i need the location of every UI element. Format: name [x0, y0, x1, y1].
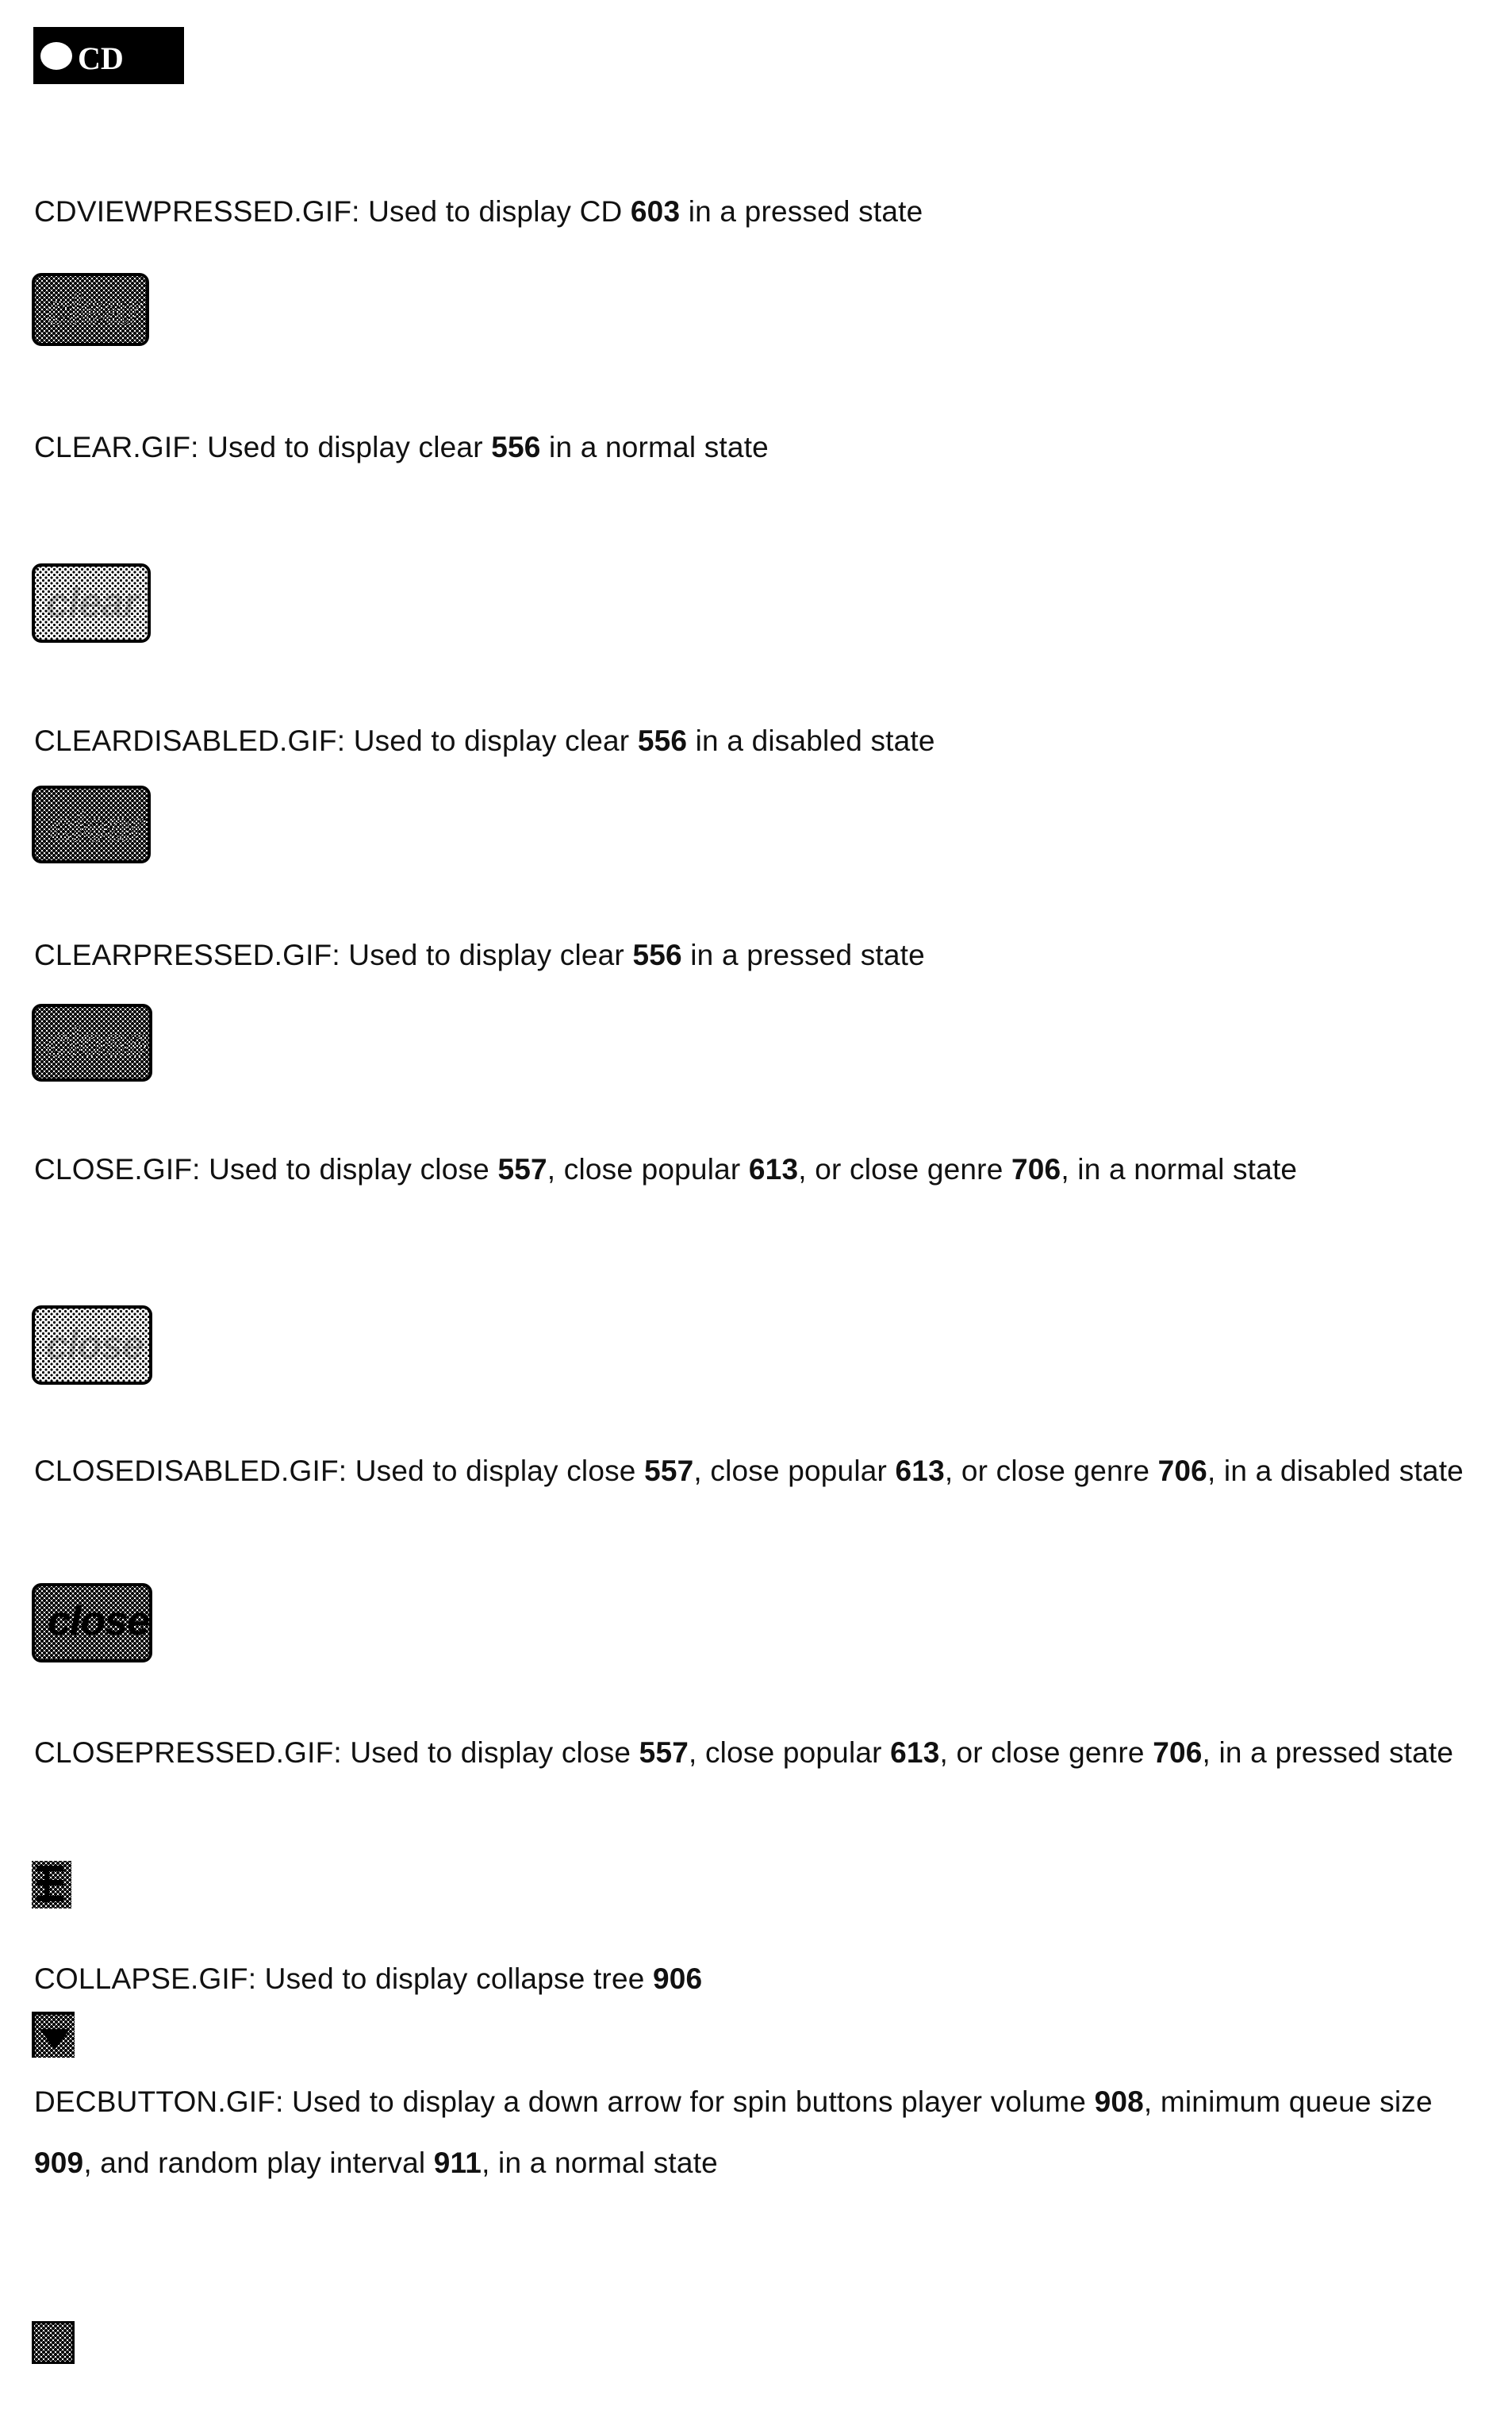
caption-text-run: in a disabled state — [687, 725, 935, 757]
caption-clear — [34, 417, 1478, 478]
reference-numeral: 706 — [1153, 1736, 1203, 1769]
reference-numeral: 909 — [34, 2147, 84, 2179]
reference-numeral: 556 — [632, 939, 682, 971]
reference-numeral: 557 — [644, 1455, 694, 1487]
clear-button-normal-icon[interactable] — [32, 273, 149, 346]
caption-text-run: , close popular — [689, 1736, 891, 1769]
reference-numeral: 706 — [1011, 1153, 1061, 1186]
caption-text-run: , in a disabled state — [1207, 1455, 1464, 1487]
reference-numeral: 911 — [433, 2147, 482, 2179]
caption-text-run: CLEARDISABLED.GIF: Used to display clear — [34, 725, 638, 757]
reference-numeral: 613 — [890, 1736, 940, 1769]
clear-button-label: clear — [49, 803, 146, 851]
caption-text-run: in a normal state — [540, 431, 769, 463]
reference-numeral: 556 — [637, 725, 688, 757]
cd-text-glyph: CD — [78, 40, 124, 76]
caption-text-run: , in a normal state — [482, 2147, 718, 2179]
caption-text-run: CLOSEPRESSED.GIF: Used to display close — [34, 1736, 639, 1769]
caption-decbutton — [34, 2071, 1478, 2193]
tree-branch-line — [36, 1896, 63, 1901]
caption-text-run: , minimum queue size — [1143, 2085, 1433, 2118]
reference-numeral: 906 — [652, 1962, 703, 1995]
tree-branch-line — [36, 1880, 63, 1885]
collapse-tree-icon[interactable] — [32, 1861, 71, 1908]
caption-text-run: , in a pressed state — [1202, 1736, 1454, 1769]
close-button-normal-icon[interactable] — [32, 1004, 152, 1082]
caption-text-run: CLOSEDISABLED.GIF: Used to display close — [34, 1455, 645, 1487]
entry-clearpressed — [34, 924, 1478, 986]
entry-decbutton — [34, 2071, 1478, 2193]
entry-cdviewpressed — [34, 181, 1478, 242]
decrement-down-arrow-icon[interactable] — [32, 2012, 75, 2058]
close-button-label: close — [48, 1598, 149, 1644]
caption-text-run: , or close genre — [944, 1455, 1158, 1487]
caption-text-run: , in a normal state — [1061, 1153, 1298, 1186]
reference-numeral: 908 — [1094, 2085, 1144, 2118]
entry-clear — [34, 417, 1478, 478]
reference-numeral: 557 — [639, 1736, 689, 1769]
entry-close — [34, 1139, 1478, 1200]
entry-closepressed — [34, 1722, 1478, 1783]
clear-button-pressed-icon[interactable] — [32, 786, 151, 863]
reference-numeral: 556 — [491, 431, 541, 463]
clear-button-disabled-icon[interactable] — [32, 563, 151, 643]
cd-disc-shape — [43, 44, 70, 67]
caption-collapse — [34, 1948, 1478, 2009]
tree-branch-line — [36, 1866, 63, 1871]
caption-text-run: in a pressed state — [680, 195, 923, 228]
caption-closedisabled — [34, 1440, 1478, 1501]
caption-clearpressed — [34, 924, 1478, 986]
clear-button-label: clear — [46, 286, 143, 333]
close-button-disabled-icon[interactable] — [32, 1305, 152, 1385]
caption-closepressed — [34, 1722, 1478, 1783]
close-button-pressed-icon[interactable] — [32, 1583, 152, 1662]
caption-text-run: DECBUTTON.GIF: Used to display a down arrow for spin buttons player volume — [34, 2085, 1095, 2118]
caption-text-run: in a pressed state — [681, 939, 925, 971]
caption-text-run: COLLAPSE.GIF: Used to display collapse tree — [34, 1962, 653, 1995]
caption-text-run: , close popular — [547, 1153, 749, 1186]
caption-text-run: , and random play interval — [83, 2147, 434, 2179]
entry-closedisabled — [34, 1440, 1478, 1501]
close-button-label: close — [46, 1020, 148, 1066]
cd-view-pressed-icon[interactable] — [33, 27, 184, 84]
caption-text-run: , close popular — [693, 1455, 896, 1487]
caption-cdviewpressed — [34, 181, 1478, 242]
caption-text-run: CDVIEWPRESSED.GIF: Used to display CD — [34, 195, 631, 228]
caption-text-run: CLEAR.GIF: Used to display clear — [34, 431, 492, 463]
entry-collapse — [34, 1948, 1478, 2009]
caption-cleardisabled — [34, 710, 1478, 771]
reference-numeral: 557 — [497, 1153, 547, 1186]
reference-numeral: 613 — [748, 1153, 799, 1186]
reference-numeral: 603 — [630, 195, 681, 228]
close-button-label: close — [46, 1323, 144, 1367]
reference-numeral: 613 — [895, 1455, 945, 1487]
reference-numeral: 706 — [1157, 1455, 1207, 1487]
caption-text-run: , or close genre — [939, 1736, 1153, 1769]
down-arrow-glyph — [40, 2029, 70, 2050]
entry-cleardisabled — [34, 710, 1478, 771]
caption-text-run: CLOSE.GIF: Used to display close — [34, 1153, 498, 1186]
clear-button-label: clear — [46, 580, 139, 626]
blank-dithered-button-icon[interactable] — [32, 2321, 75, 2364]
caption-text-run: CLEARPRESSED.GIF: Used to display clear — [34, 939, 633, 971]
caption-close — [34, 1139, 1478, 1200]
caption-text-run: , or close genre — [798, 1153, 1011, 1186]
